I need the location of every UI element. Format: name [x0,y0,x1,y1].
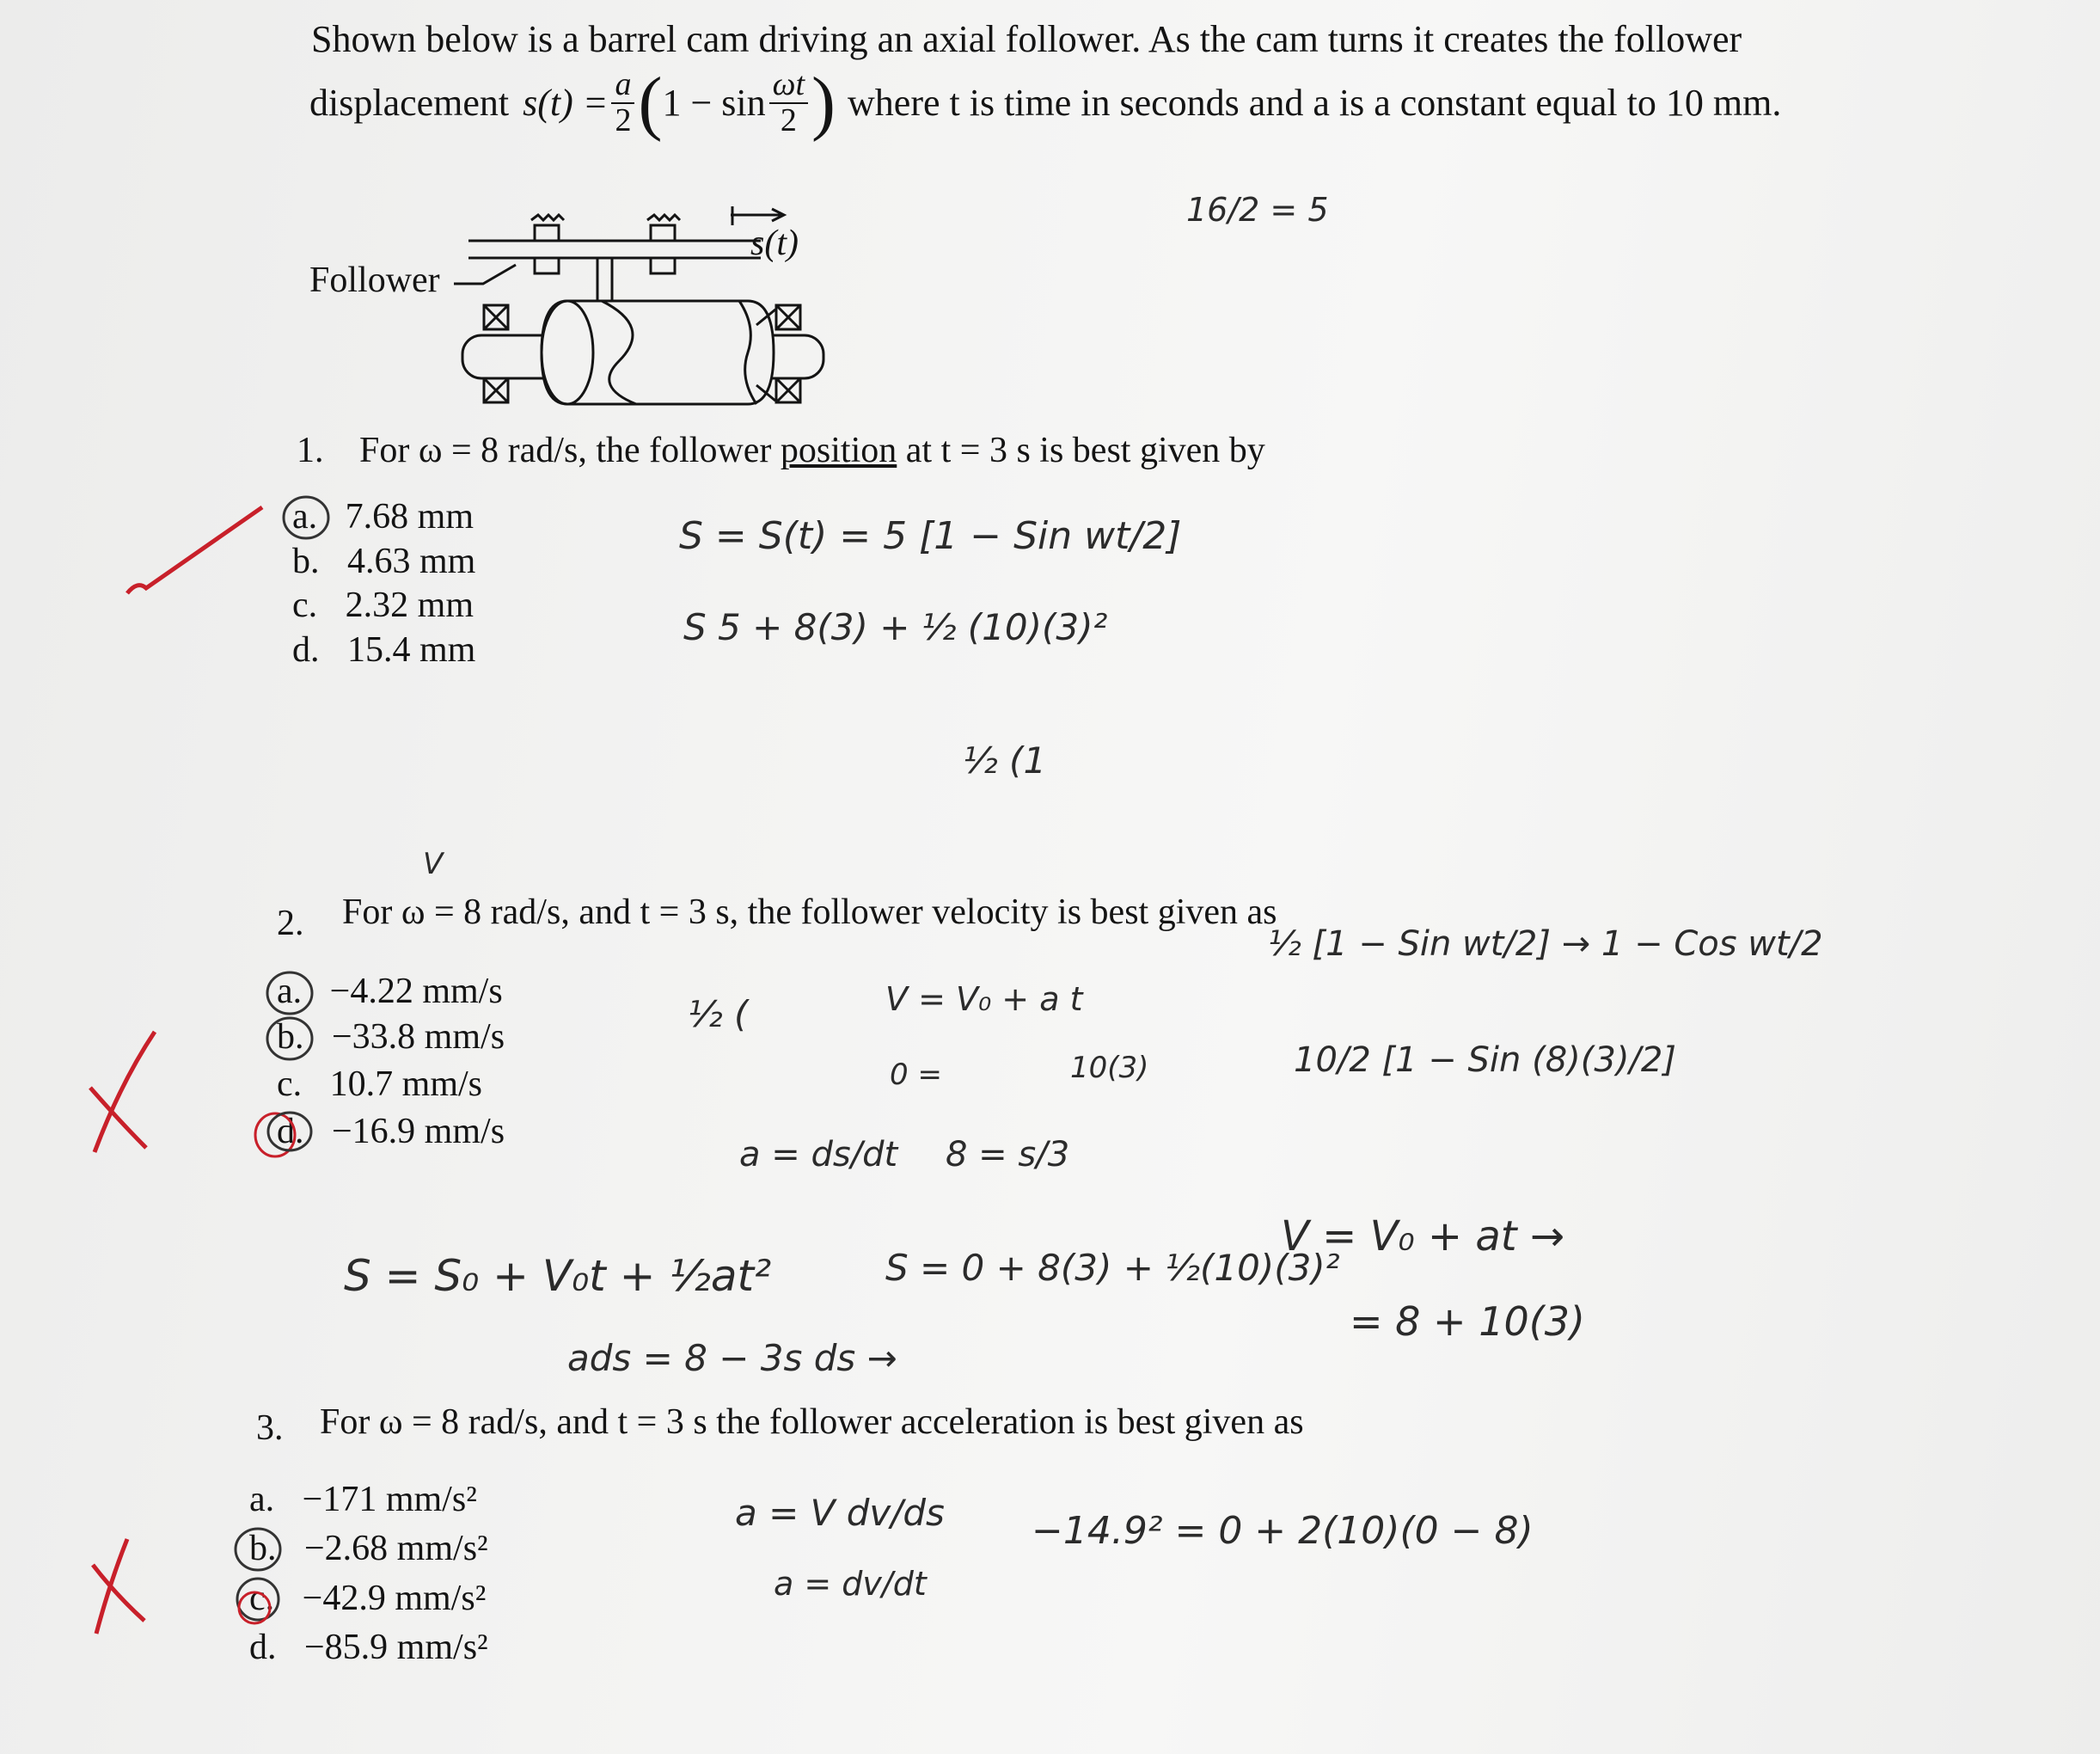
choice-letter: a. [249,1480,275,1519]
handwriting-note-5: V [423,847,444,881]
handwriting-note-1: 16/2 = 5 [1186,191,1329,229]
handwriting-note-3: S 5 + 8(3) + ½ (10)(3)² [683,606,1108,648]
choice-letter: c. [277,1064,303,1104]
follower-label: Follower [309,261,440,300]
q1-number: 1. [297,431,324,470]
handwriting-note-17: = 8 + 10(3) [1350,1298,1585,1345]
q2-text: For ω = 8 rad/s, and t = 3 s, the follower velocity is best given as [342,892,1277,932]
handwriting-note-7: V = V₀ + a t [885,980,1083,1018]
handwriting-note-14: S = S₀ + V₀t + ½at² [344,1251,772,1301]
choice-letter: d. [292,630,320,670]
q3-text: For ω = 8 rad/s, and t = 3 s the follower acceleration is best given as [320,1402,1304,1442]
handwriting-note-13: 8 = s/3 [946,1135,1070,1174]
frac-a-num: a [611,68,634,104]
formula-one-minus-sin: 1 − sin [662,82,766,124]
q2-number: 2. [277,904,304,943]
intro-line-2-post: where t is time in seconds and a is a constant equal to 10 mm. [848,82,1782,124]
handwriting-note-9: 10(3) [1070,1051,1149,1085]
handwriting-note-19: a = V dv/ds [735,1492,945,1534]
choice-letter: a. [292,497,318,537]
formula-s-of-t: s(t) = [523,82,609,124]
choice-letter: b. [292,542,320,581]
choice-letter: b. [249,1529,277,1568]
choice-text: −16.9 mm/s [332,1112,505,1151]
frac-a-den: 2 [615,102,632,138]
choice-letter: a. [277,972,303,1011]
choice-text: −171 mm/s² [302,1480,477,1519]
handwriting-note-4: ½ (1 [963,739,1047,782]
choice-letter: d. [277,1112,304,1151]
handwriting-note-20: a = dv/dt [774,1565,927,1603]
handwriting-note-10: ½ [1 − Sin wt/2] → 1 − Cos wt/2 [1268,924,1823,964]
q1-text-pre: For ω = 8 rad/s, the follower [359,431,781,470]
frac-wt-num: ωt [769,68,808,104]
handwriting-note-6: ½ ( [688,993,749,1035]
paren-close: ) [811,63,836,143]
handwriting-note-18: ads = 8 − 3s ds → [567,1337,897,1379]
q3-number: 3. [256,1408,284,1448]
choice-text: −2.68 mm/s² [304,1529,488,1568]
s-of-t-label: s(t) [750,224,799,263]
handwriting-note-2: S = S(t) = 5 [1 − Sin wt/2] [679,514,1182,558]
handwriting-note-16: V = V₀ + at → [1281,1212,1565,1260]
choice-text: 10.7 mm/s [329,1064,483,1104]
paren-open: ( [638,63,663,143]
choice-text: 7.68 mm [345,497,474,537]
q1-text-underlined: position [780,431,897,470]
intro-line-2-pre: displacement [309,82,510,124]
choice-letter: c. [292,586,318,625]
choice-text: −85.9 mm/s² [304,1628,488,1667]
q1-text-post: at t = 3 s is best given by [897,431,1265,470]
choice-letter: b. [277,1017,304,1057]
choice-letter: d. [249,1628,277,1667]
frac-wt-den: 2 [780,102,797,138]
handwriting-note-21: −14.9² = 0 + 2(10)(0 − 8) [1032,1509,1534,1553]
choice-text: −33.8 mm/s [332,1017,505,1057]
intro-line-1: Shown below is a barrel cam driving an axial follower. As the cam turns it creates the follower [311,18,1742,60]
choice-text: −4.22 mm/s [329,972,503,1011]
choice-text: 2.32 mm [345,586,474,625]
handwriting-note-8: 0 = [890,1058,942,1092]
handwriting-note-15: S = 0 + 8(3) + ½(10)(3)² [885,1247,1340,1289]
choice-letter: c. [249,1579,275,1618]
choice-text: 15.4 mm [347,630,476,670]
handwriting-note-12: a = ds/dt [739,1135,898,1174]
choice-text: −42.9 mm/s² [302,1579,487,1618]
choice-text: 4.63 mm [347,542,476,581]
handwriting-note-11: 10/2 [1 − Sin (8)(3)/2] [1294,1040,1676,1080]
